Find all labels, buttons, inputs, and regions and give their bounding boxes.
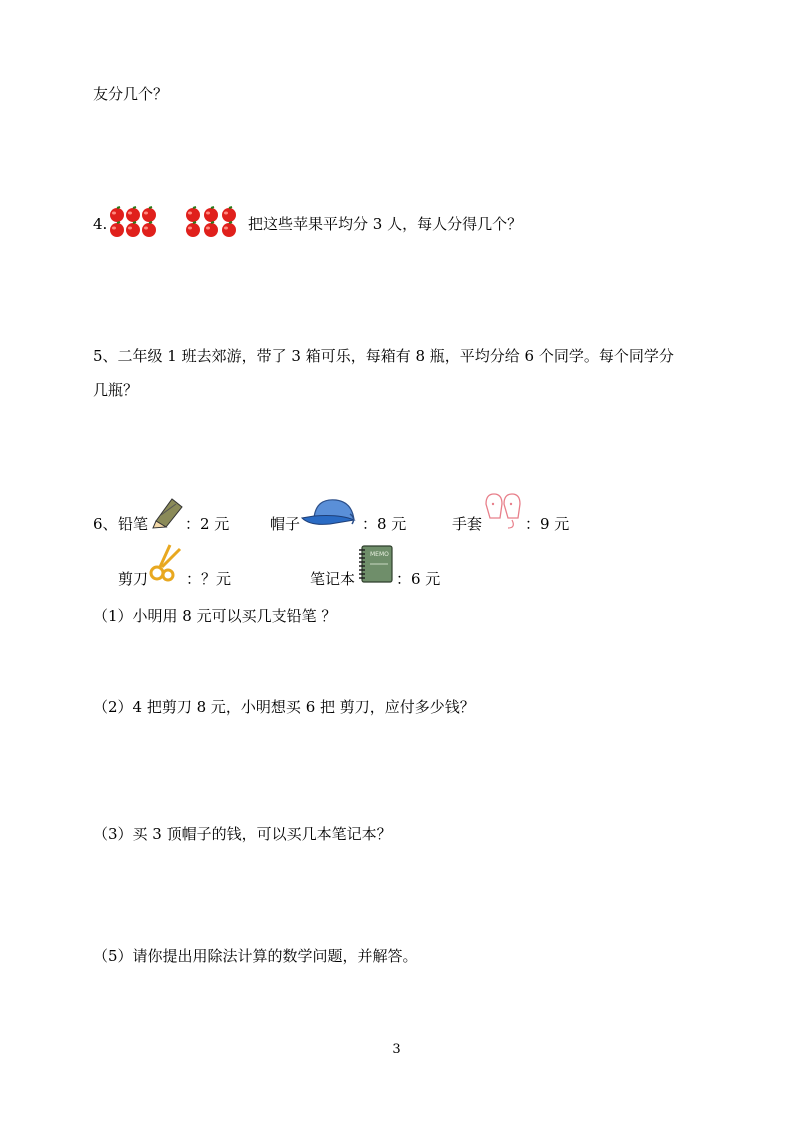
sub-question-2: （2）4 把剪刀 8 元，小明想买 6 把 剪刀，应付多少钱？ (93, 698, 475, 716)
item-pencil-price: ：2 元 (185, 515, 230, 533)
item-notebook-price: ：6 元 (396, 570, 441, 588)
item-glove-name: 手套 (452, 515, 483, 533)
question-5-line-1: 5、二年级 1 班去郊游，带了 3 箱可乐，每箱有 8 瓶，平均分给 6 个同学。每个同学分 (93, 347, 674, 365)
item-glove-price: ：9 元 (525, 515, 570, 533)
question-6-intro: 6、 (93, 515, 118, 533)
notebook-icon (356, 544, 396, 584)
item-notebook-name: 笔记本 (310, 570, 356, 588)
item-scissors-price: ：？元 (186, 570, 232, 588)
question-5-line-2: 几瓶？ (93, 381, 139, 399)
item-scissors-name: 剪刀 (118, 570, 149, 588)
question-4 (93, 214, 107, 234)
item-cap-price: ：8 元 (362, 515, 407, 533)
item-pencil-name: 铅笔 (118, 515, 149, 533)
glove-icon (482, 490, 524, 530)
scissors-icon (148, 543, 184, 583)
notebook-memo-label: MEMO (370, 551, 389, 558)
question-4-text: 把这些苹果平均分 3 人，每人分得几个？ (248, 215, 523, 233)
text-line-continuation: 友分几个？ (93, 85, 169, 103)
sub-question-1: （1）小明用 8 元可以买几支铅笔 ？ (93, 607, 337, 625)
apple-group-icon (109, 206, 247, 240)
page-number: 3 (392, 1042, 401, 1057)
cap-icon (300, 496, 360, 530)
sub-question-3: （3）买 3 顶帽子的钱，可以买几本笔记本？ (93, 825, 392, 843)
item-cap-name: 帽子 (270, 515, 301, 533)
question-4-number: 4. (93, 215, 108, 233)
pencil-icon (150, 495, 184, 529)
sub-question-5: （5）请你提出用除法计算的数学问题，并解答。 (93, 947, 418, 965)
